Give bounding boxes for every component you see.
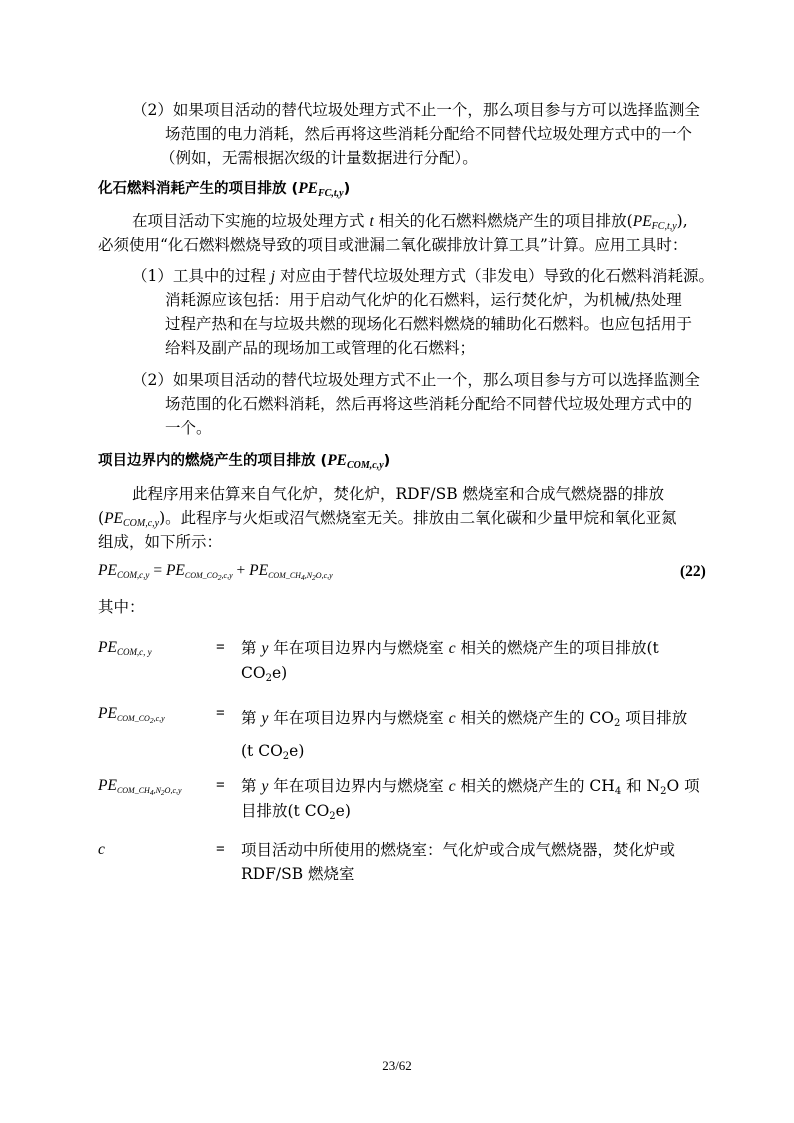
combustion-para-line-2 <box>98 508 677 529</box>
symbol: PE <box>632 213 652 230</box>
fossil-item-1-line-1 <box>132 266 714 287</box>
text: ), <box>676 212 688 230</box>
heading-subscript: FC,t,y <box>318 188 344 199</box>
def-c-text <box>241 838 711 886</box>
electricity-item-2-line-2: 场范围的电力消耗，然后再将这些消耗分配给不同替代垃圾处理方式中的一个 <box>165 125 693 143</box>
text: ( <box>98 509 105 527</box>
def-pe-com-ch4-n2o-text: 第 y 年在项目边界内与燃烧室 c 相关的燃烧产生的 $CH_4$ 和 $N_2O$ 项 目排放(t $CO_2e$) <box>241 777 700 822</box>
equation-number: (22) <box>680 563 706 580</box>
def-symbol-pe-com-ch4-n2o: $PE_{COM\_CH_4,N_2O,c,y}$ <box>98 777 182 797</box>
def-c-line-2: RDF/SB 燃烧室 <box>241 865 355 883</box>
fossil-item-2-line-1: （2）如果项目活动的替代垃圾处理方式不止一个，那么项目参与方可以选择监测全 <box>132 371 700 389</box>
heading-subscript: COM,c,y <box>347 460 384 471</box>
text: 相关的化石燃料燃烧产生的项目排放( <box>373 212 633 230</box>
heading-symbol: PE <box>298 180 318 197</box>
heading-text: 项目边界内的燃烧产生的项目排放 ( <box>98 453 328 469</box>
heading-close: ) <box>343 181 351 197</box>
where-label: 其中： <box>98 598 145 616</box>
def-equals: = <box>216 705 225 722</box>
def-pe-com-text: 第 y 年在项目边界内与燃烧室 c 相关的燃烧产生的项目排放(t $CO_2e$) <box>241 639 659 684</box>
electricity-item-2-line-1: （2）如果项目活动的替代垃圾处理方式不止一个，那么项目参与方可以选择监测全 <box>132 101 700 119</box>
page-number: 23/62 <box>382 1058 412 1073</box>
def-equals: = <box>216 777 225 794</box>
heading-text: 化石燃料消耗产生的项目排放 ( <box>98 181 299 197</box>
fossil-fuel-heading <box>98 179 350 199</box>
fossil-item-1-line-4: 给料及副产品的现场加工或管理的化石燃料； <box>165 339 476 357</box>
fossil-fuel-para-line-1 <box>132 211 688 232</box>
def-pe-com-co2-text: 第 y 年在项目边界内与燃烧室 c 相关的燃烧产生的 $CO_2$ 项目排放 (t $CO_2e$) <box>241 709 688 762</box>
var-t: t <box>369 213 374 230</box>
combustion-para-line-1: 此程序用来估算来自气化炉，焚化炉，RDF/SB 燃烧室和合成气燃烧器的排放 <box>132 485 665 503</box>
fossil-fuel-para-line-2: 必须使用“化石燃料燃烧导致的项目或泄漏二氧化碳排放计算工具”计算。应用工具时： <box>98 236 688 254</box>
combustion-heading <box>98 451 390 471</box>
combustion-para-line-3: 组成，如下所示： <box>98 533 223 551</box>
def-equals: = <box>216 639 225 656</box>
def-equals: = <box>216 841 225 858</box>
electricity-item-2-line-3: （例如，无需根据次级的计量数据进行分配）。 <box>160 149 478 167</box>
symbol-subscript: FC,t,y <box>651 221 677 232</box>
fossil-item-2-line-3: 一个。 <box>165 419 212 437</box>
text: 对应由于替代垃圾处理方式（非发电）导致的化石燃料消耗源。 <box>275 267 715 285</box>
fossil-item-1-line-3: 过程产热和在与垃圾共燃的现场化石燃料燃烧的辅助化石燃料。也应包括用于 <box>165 315 693 333</box>
def-symbol-pe-com: $PE_{COM,c, y}$ <box>98 639 152 657</box>
text: （1）工具中的过程 <box>132 267 271 285</box>
equation-22: $PE_{COM,c,y} = PE_{COM\_CO_2,c,y} + PE_{COM\_CH_4,N_2O,c,y}$ <box>98 562 333 582</box>
def-symbol-c: c <box>98 841 105 858</box>
heading-close: ) <box>383 453 391 469</box>
text: 在项目活动下实施的垃圾处理方式 <box>132 212 370 230</box>
fossil-item-2-line-2: 场范围的化石燃料消耗，然后再将这些消耗分配给不同替代垃圾处理方式中的 <box>165 395 693 413</box>
def-c-line-1: 项目活动中所使用的燃烧室：气化炉或合成气燃烧器，焚化炉或 <box>241 841 676 859</box>
fossil-item-1-line-2: 消耗源应该包括：用于启动气化炉的化石燃料，运行焚化炉，为机械/热处理 <box>165 291 682 309</box>
var-j: j <box>270 268 276 285</box>
def-symbol-pe-com-co2: $PE_{COM\_CO_2,c,y}$ <box>98 705 165 725</box>
symbol: PE <box>104 510 123 527</box>
symbol-subscript: COM,c,y <box>123 518 160 529</box>
heading-symbol: PE <box>327 452 347 469</box>
text: )。此程序与火炬或沼气燃烧室无关。排放由二氧化碳和少量甲烷和氧化亚氮 <box>159 509 677 527</box>
